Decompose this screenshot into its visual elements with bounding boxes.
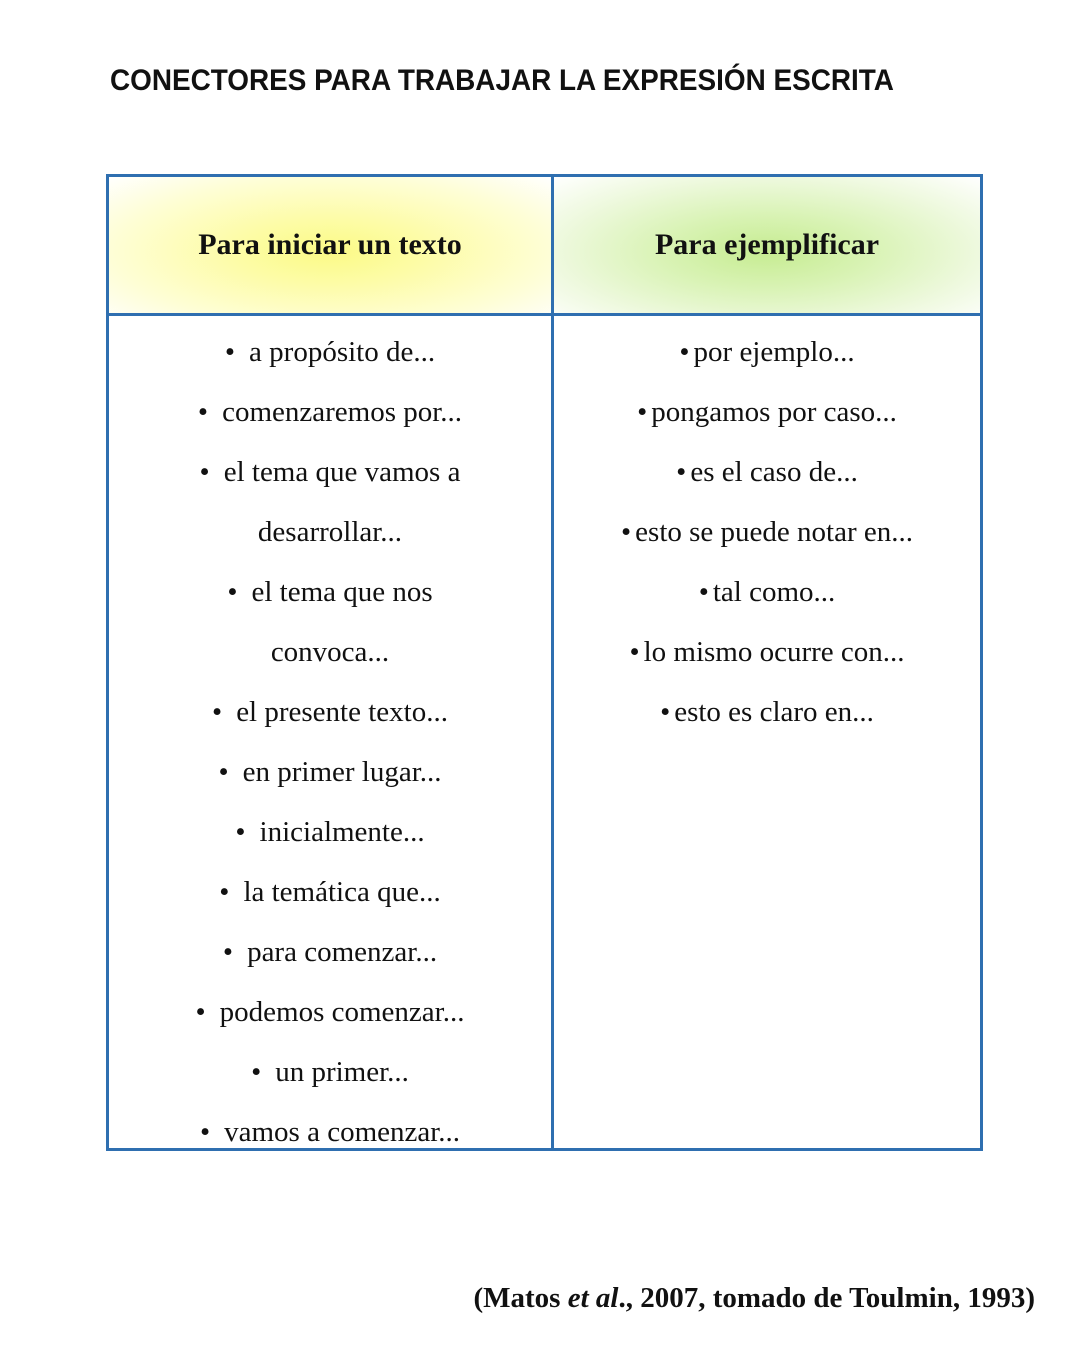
bullet-icon: • (227, 576, 238, 608)
list-item-text: pongamos por caso... (651, 396, 897, 428)
list-item (554, 622, 980, 682)
list-ejemplificar (554, 322, 980, 742)
bullet-icon: • (199, 1116, 211, 1148)
header-divider (109, 313, 980, 316)
bullet-icon: • (218, 756, 229, 788)
citation-rest: ., 2007, tomado de Toulmin, 1993) (618, 1282, 1035, 1314)
list-item-text: lo mismo ocurre con... (643, 636, 905, 668)
list-item-text: por ejemplo... (693, 336, 855, 368)
list-item (109, 562, 551, 622)
bullet-icon: • (219, 876, 230, 908)
citation-italic: et al (567, 1282, 619, 1314)
bullet-icon: • (629, 636, 640, 668)
list-item-text: inicialmente... (259, 816, 425, 848)
list-item (109, 922, 551, 982)
list-item (109, 322, 551, 382)
list-item-text: la temática que... (243, 876, 441, 908)
list-item-text: es el caso de... (690, 456, 858, 488)
list-item-text: vamos a comenzar... (224, 1116, 461, 1148)
bullet-icon: • (235, 816, 246, 848)
list-item-continuation: convoca... (270, 636, 390, 668)
bullet-icon: • (698, 576, 709, 608)
list-item-text: esto se puede notar en... (635, 516, 913, 548)
list-item (109, 682, 551, 742)
header-cell-iniciar: Para iniciar un texto (109, 177, 551, 313)
bullet-icon: • (660, 696, 671, 728)
list-item-text: podemos comenzar... (219, 996, 465, 1028)
list-item-text: el tema que vamos a (223, 456, 461, 488)
list-item (109, 802, 551, 862)
list-item (109, 862, 551, 922)
list-item-text: el presente texto... (236, 696, 448, 728)
bullet-icon: • (224, 336, 236, 368)
connectors-table (106, 174, 983, 1151)
table-header-row (109, 177, 980, 313)
page-title: CONECTORES PARA TRABAJAR LA EXPRESIÓN ESCRITA (110, 64, 894, 97)
list-item-text: a propósito de... (249, 336, 436, 368)
list-item (554, 562, 980, 622)
list-item (109, 382, 551, 442)
list-item (554, 682, 980, 742)
bullet-icon: • (212, 696, 223, 728)
citation-open: (Matos (473, 1282, 568, 1314)
list-item-text: comenzaremos por... (222, 396, 463, 428)
list-item-text: para comenzar... (247, 936, 438, 968)
bullet-icon: • (222, 936, 234, 968)
list-item (109, 982, 551, 1042)
list-item-text: esto es claro en... (674, 696, 874, 728)
list-item (109, 742, 551, 802)
list-item (554, 502, 980, 562)
list-item (554, 382, 980, 442)
citation (473, 1282, 1035, 1315)
list-item (109, 442, 551, 502)
list-item (554, 442, 980, 502)
bullet-icon: • (621, 516, 632, 548)
bullet-icon: • (197, 396, 209, 428)
list-item-text: en primer lugar... (242, 756, 442, 788)
bullet-icon: • (637, 396, 648, 428)
header-cell-ejemplificar: Para ejemplificar (554, 177, 980, 313)
bullet-icon: • (679, 336, 690, 368)
list-item-text: tal como... (712, 576, 836, 608)
bullet-icon: • (676, 456, 687, 488)
list-item-continuation: desarrollar... (257, 516, 403, 548)
list-iniciar (109, 322, 551, 1162)
list-item (109, 1102, 551, 1162)
bullet-icon: • (251, 1056, 262, 1088)
bullet-icon: • (199, 456, 210, 488)
list-item (109, 1042, 551, 1102)
list-item-text: un primer... (275, 1056, 409, 1088)
list-item-text: el tema que nos (251, 576, 433, 608)
bullet-icon: • (195, 996, 206, 1028)
list-item (554, 322, 980, 382)
